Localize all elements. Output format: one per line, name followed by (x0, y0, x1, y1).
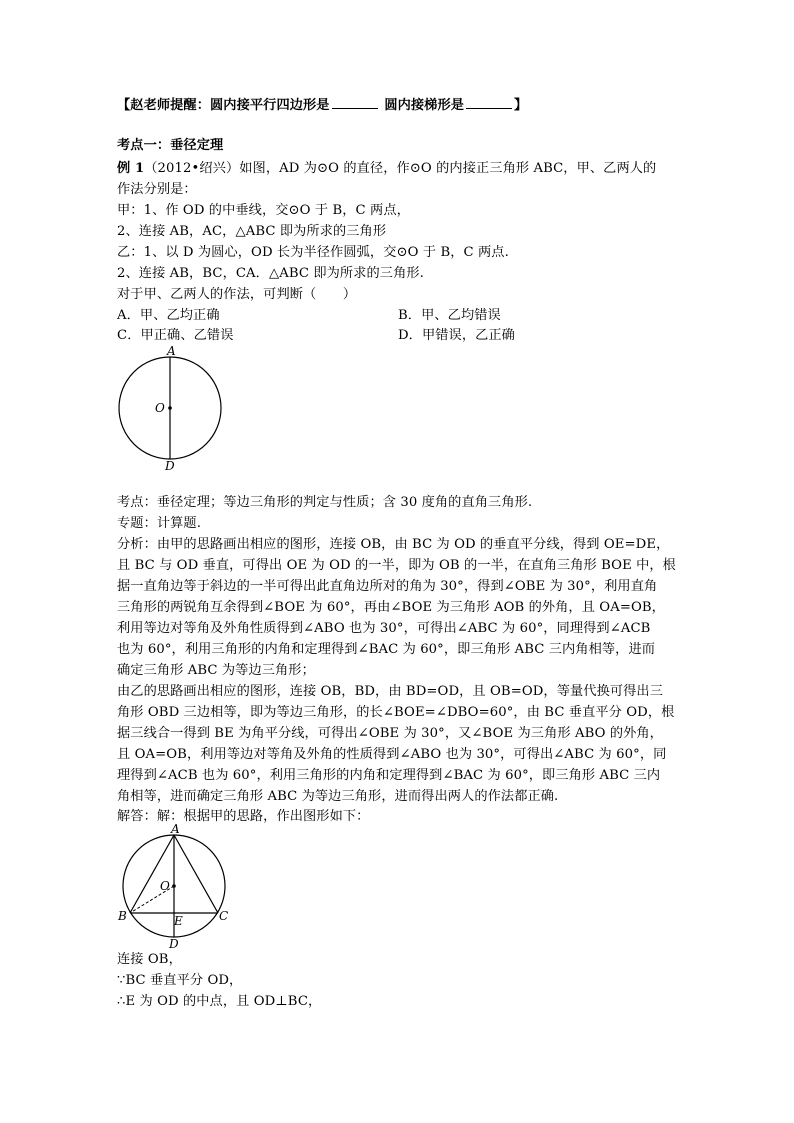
analysis-line-11: 且 OA=OB，利用等边对等角及外角的性质得到∠ABO 也为 30°，可得出∠ABC 为 60°，同 (117, 747, 667, 762)
option-c: C．甲正确、乙错误 (117, 328, 234, 343)
reminder-prefix: 【赵老师提醒：圆内接平行四边形是 (117, 98, 330, 113)
label-o: O (155, 401, 165, 415)
label-d: D (165, 459, 175, 473)
center-dot (168, 406, 172, 410)
example-line-1 (117, 160, 656, 178)
reminder-middle: 圆内接梯形是 (384, 98, 465, 113)
analysis-line-9: 角形 OBD 三边相等，即为等边三角形，的长∠BOE=∠DBO=60°，由 BC 垂直平分 OD，根 (117, 705, 675, 720)
segment-ab (130, 835, 174, 913)
figure-circle-diameter (112, 342, 232, 474)
reminder-suffix: 】 (514, 98, 528, 113)
analysis-line-6: 也为 60°，利用三角形的内角和定理得到∠BAC 为 60°，即三角形 ABC 三内角相等，进而 (117, 642, 656, 657)
options-row-1 (117, 307, 220, 325)
label-e-2: E (174, 914, 183, 928)
example-step-2: 2、连接 AB，AC，△ABC 即为所求的三角形 (117, 224, 387, 239)
option-d: D．甲错误，乙正确 (398, 328, 515, 343)
analysis-line-13: 角相等，进而确定三角形 ABC 为等边三角形，进而得出两人的作法都正确. (117, 789, 559, 804)
center-dot-2 (172, 884, 176, 888)
example-step-3: 乙：1、以 D 为圆心，OD 长为半径作圆弧，交⊙O 于 B，C 两点. (117, 245, 509, 260)
analysis-line-3: 据一直角边等于斜边的一半可得出此直角边所对的角为 30°，得到∠OBE 为 30°，利用直角 (117, 579, 658, 594)
section-title: 考点一：垂径定理 (117, 138, 224, 153)
analysis-line-2: 且 BC 与 OD 垂直，可得出 OE 为 OD 的一半，即为 OB 的一半，在直角三角形 BOE 中，根 (117, 558, 676, 573)
analysis-line-5: 利用等边对等角及外角性质得到∠ABO 也为 30°，可得出∠ABC 为 60°，同理得到∠ACB (117, 621, 651, 636)
proof-line-2: ∵BC 垂直平分 OD， (117, 973, 243, 988)
label-o-2: O (160, 879, 170, 893)
answer-line: 解答：解：根据甲的思路，作出图形如下： (117, 809, 370, 824)
kaodian-line: 考点：垂径定理；等边三角形的判定与性质；含 30 度角的直角三角形. (117, 495, 533, 510)
label-b-2: B (118, 909, 127, 923)
analysis-line-8: 由乙的思路画出相应的图形，连接 OB，BD，由 BD=OD，且 OB=OD，等量代换可得出三 (117, 684, 664, 699)
example-text-1: （2012•绍兴）如图，AD 为⊙O 的直径，作⊙O 的内接正三角形 ABC，甲、乙两人的 (144, 161, 657, 176)
label-d-2: D (169, 937, 179, 950)
option-a: A．甲、乙均正确 (117, 308, 220, 323)
example-step-4: 2、连接 AB，BC，CA．△ABC 即为所求的三角形. (117, 266, 424, 281)
analysis-line-4: 三角形的两锐角互余得到∠BOE 为 60°，再由∠BOE 为三角形 AOB 的外角，且 OA=OB， (117, 600, 665, 615)
example-line-2: 作法分别是： (117, 182, 197, 197)
analysis-line-10: 据三线合一得到 BE 为角平分线，可得出∠OBE 为 30°，又∠BOE 为三角形 ABO 的外角， (117, 726, 663, 741)
analysis-line-1: 分析：由甲的思路画出相应的图形，连接 OB，由 BC 为 OD 的垂直平分线，得到 OE=DE， (117, 537, 670, 552)
segment-ac (174, 835, 218, 913)
label-a: A (167, 344, 176, 358)
label-c-2: C (219, 909, 229, 923)
proof-line-1: 连接 OB， (117, 952, 182, 967)
label-a-2: A (171, 822, 180, 836)
reminder-line (117, 96, 527, 115)
example-label: 例 1 (117, 161, 145, 176)
zhuanti-line: 专题：计算题. (117, 516, 202, 531)
analysis-line-7: 确定三角形 ABC 为等边三角形； (117, 663, 315, 678)
example-question: 对于甲、乙两人的作法，可判断（ ） (117, 287, 357, 302)
example-step-1: 甲：1、作 OD 的中垂线，交⊙O 于 B，C 两点， (117, 203, 410, 218)
option-b: B．甲、乙均错误 (398, 308, 501, 323)
proof-line-3: ∴E 为 OD 的中点，且 OD⊥BC， (117, 994, 322, 1009)
reminder-blank-2 (466, 96, 512, 109)
analysis-line-12: 理得到∠ACB 也为 60°，利用三角形的内角和定理得到∠BAC 为 60°，即三角形 ABC 三内 (117, 768, 661, 783)
figure-inscribed-triangle (112, 822, 242, 950)
reminder-blank-1 (332, 96, 378, 109)
